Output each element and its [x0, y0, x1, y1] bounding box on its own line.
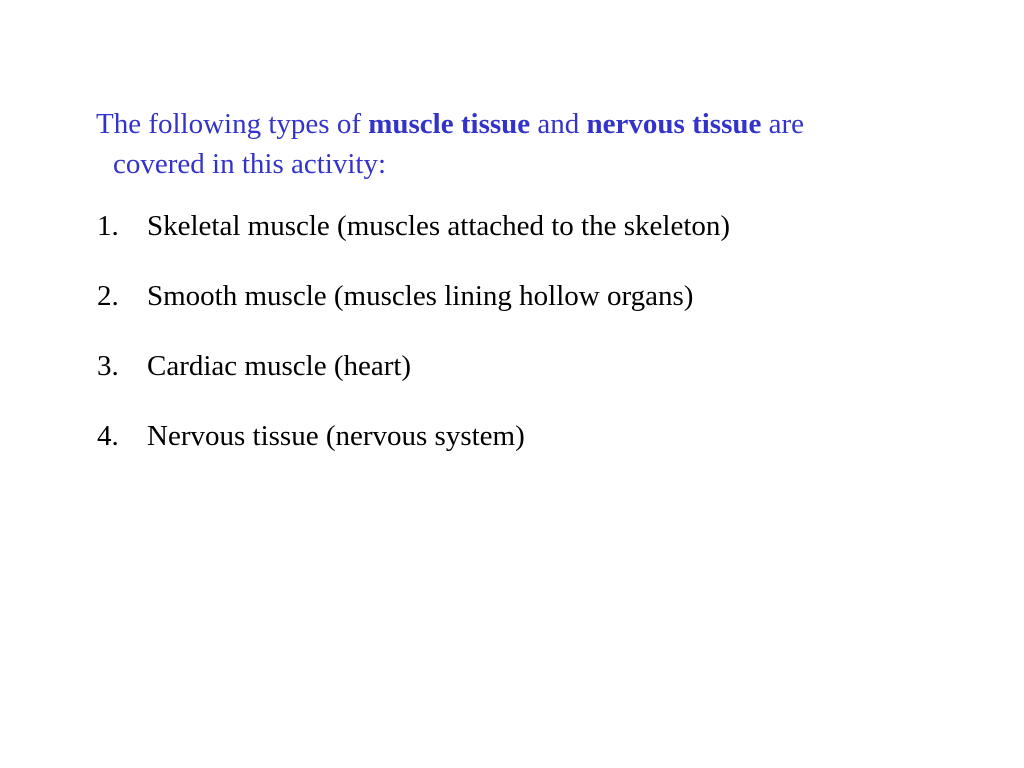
intro-text-and: and	[530, 108, 587, 140]
list-item	[97, 276, 977, 316]
intro-text-are: are	[761, 108, 805, 140]
list-item	[97, 346, 977, 386]
list-item-number: 3.	[97, 350, 119, 382]
list-item-text: Nervous tissue (nervous system)	[147, 420, 525, 452]
intro-text-start: The following types of	[96, 108, 369, 140]
list-item-text: Skeletal muscle (muscles attached to the skeleton)	[147, 210, 731, 242]
list-item-number: 4.	[97, 420, 119, 452]
intro-bold-muscle-tissue: muscle tissue	[368, 108, 531, 140]
tissue-list	[97, 206, 977, 486]
intro-bold-nervous-tissue: nervous tissue	[586, 108, 762, 140]
list-item-number: 1.	[97, 210, 119, 242]
list-item-text: Cardiac muscle (heart)	[147, 350, 412, 382]
list-item-text: Smooth muscle (muscles lining hollow organs)	[147, 280, 694, 312]
list-item	[97, 416, 977, 456]
list-item-number: 2.	[97, 280, 119, 312]
list-item	[97, 206, 977, 246]
intro-text-line2: covered in this activity:	[113, 148, 387, 180]
intro-paragraph	[96, 104, 956, 184]
